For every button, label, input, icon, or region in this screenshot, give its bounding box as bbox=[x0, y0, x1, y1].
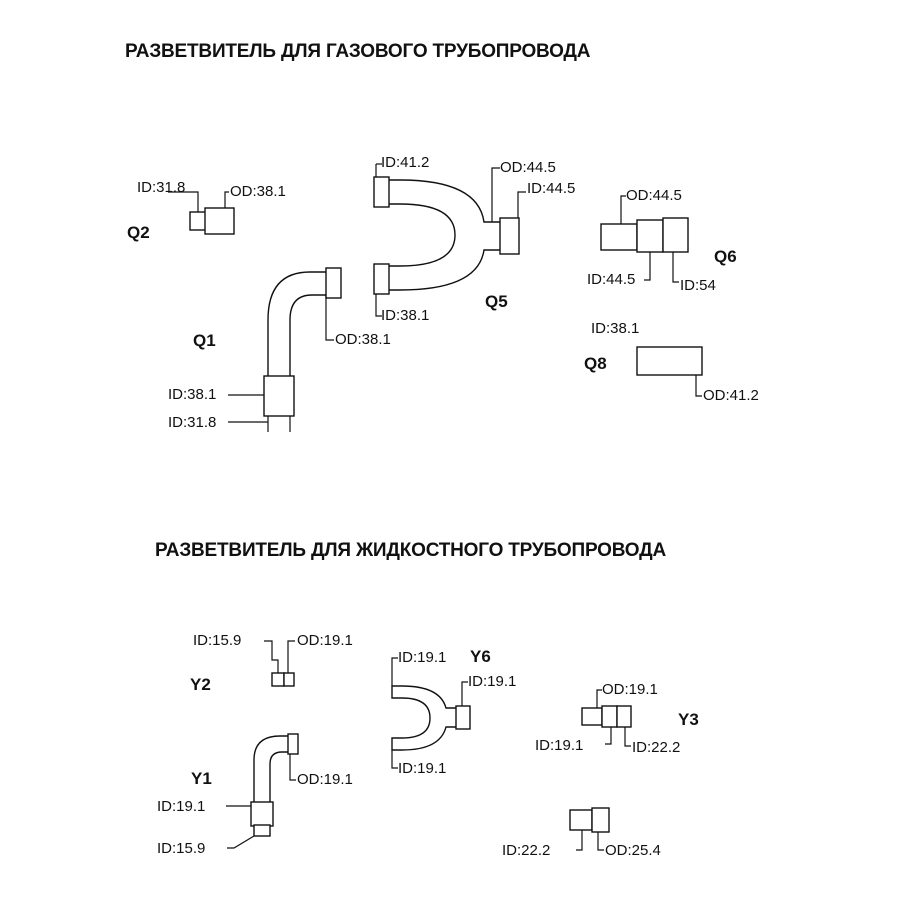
q6-id2-label: ID:54 bbox=[680, 277, 716, 294]
y4-fitting bbox=[570, 808, 609, 850]
q2-id-label: ID:31.8 bbox=[137, 179, 186, 196]
q5-od-label: OD:44.5 bbox=[500, 159, 556, 176]
y3-id1-label: ID:19.1 bbox=[535, 737, 584, 754]
q6-od-label: OD:44.5 bbox=[626, 187, 682, 204]
y2-id-label: ID:15.9 bbox=[193, 632, 242, 649]
q1-label: Q1 bbox=[193, 331, 216, 350]
y6-id-top-label: ID:19.1 bbox=[398, 649, 447, 666]
q1-id2-label: ID:31.8 bbox=[168, 414, 217, 431]
gas-section-title: РАЗВЕТВИТЕЛЬ ДЛЯ ГАЗОВОГО ТРУБОПРОВОДА bbox=[125, 41, 591, 62]
y6-id-right-label: ID:19.1 bbox=[468, 673, 517, 690]
y4-od-label: OD:25.4 bbox=[605, 842, 661, 859]
q1-id1-label: ID:38.1 bbox=[168, 386, 217, 403]
q8-label: Q8 bbox=[584, 354, 607, 373]
q1-fitting bbox=[228, 268, 341, 432]
y3-label: Y3 bbox=[678, 710, 699, 729]
q5-id-top-label: ID:41.2 bbox=[381, 154, 430, 171]
y1-id2-label: ID:15.9 bbox=[157, 840, 206, 857]
q5-label: Q5 bbox=[485, 292, 508, 311]
q6-id1-label: ID:44.5 bbox=[587, 271, 636, 288]
q1-od-label: OD:38.1 bbox=[335, 331, 391, 348]
q2-label: Q2 bbox=[127, 223, 150, 242]
y4-id-label: ID:22.2 bbox=[502, 842, 551, 859]
liquid-section-title: РАЗВЕТВИТЕЛЬ ДЛЯ ЖИДКОСТНОГО ТРУБОПРОВОДА bbox=[155, 540, 666, 561]
y3-fitting bbox=[582, 690, 631, 746]
y2-od-label: OD:19.1 bbox=[297, 632, 353, 649]
q6-fitting bbox=[601, 196, 688, 282]
y6-id-bottom-label: ID:19.1 bbox=[398, 760, 447, 777]
y3-od-label: OD:19.1 bbox=[602, 681, 658, 698]
q6-label: Q6 bbox=[714, 247, 737, 266]
y2-label: Y2 bbox=[190, 675, 211, 694]
y6-fitting bbox=[392, 658, 470, 768]
q8-fitting bbox=[637, 347, 702, 396]
q5-id-right-label: ID:44.5 bbox=[527, 180, 576, 197]
y1-od-label: OD:19.1 bbox=[297, 771, 353, 788]
q8-id-label: ID:38.1 bbox=[591, 320, 640, 337]
y3-id2-label: ID:22.2 bbox=[632, 739, 681, 756]
y1-label: Y1 bbox=[191, 769, 212, 788]
q5-id-bottom-label: ID:38.1 bbox=[381, 307, 430, 324]
q8-od-label: OD:41.2 bbox=[703, 387, 759, 404]
y1-fitting bbox=[226, 734, 298, 848]
q2-fitting bbox=[168, 192, 234, 234]
y6-label: Y6 bbox=[470, 647, 491, 666]
q2-od-label: OD:38.1 bbox=[230, 183, 286, 200]
y2-fitting bbox=[264, 641, 295, 686]
y1-id1-label: ID:19.1 bbox=[157, 798, 206, 815]
